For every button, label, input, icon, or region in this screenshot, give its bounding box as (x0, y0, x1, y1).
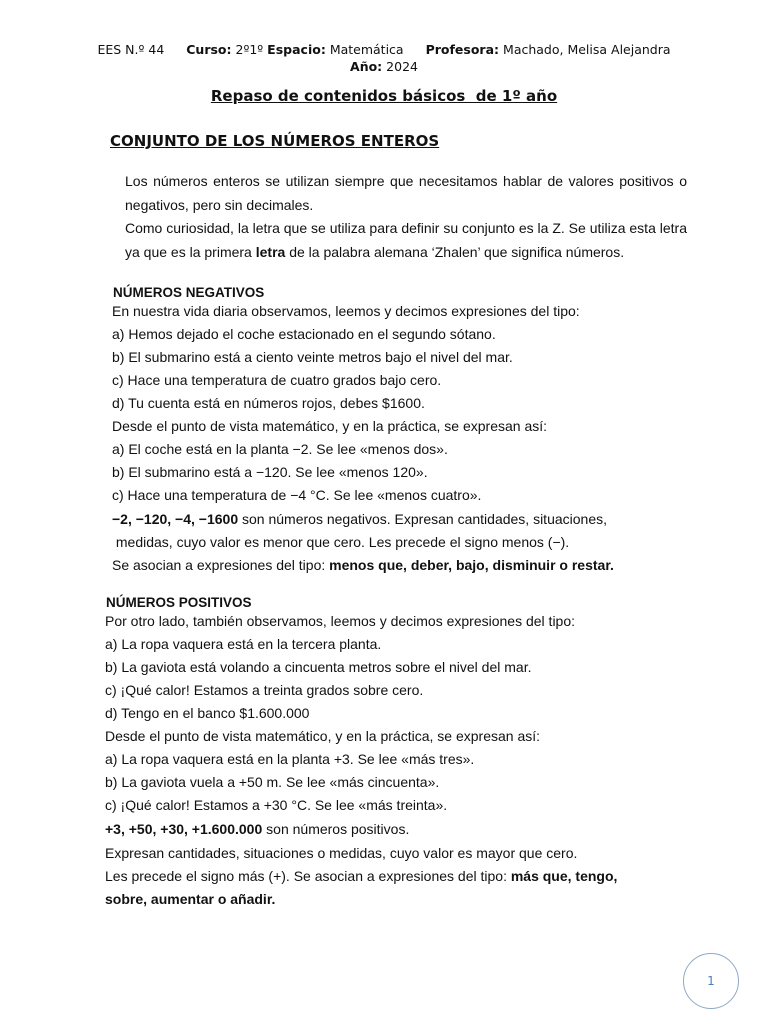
positives-assoc-words: más que, tengo, (510, 868, 618, 884)
intro-text-b: de la palabra alemana ‘Zhalen’ que significa números. (285, 243, 625, 260)
positives-line: d) Tengo en el banco $1.600.000 (105, 705, 310, 721)
positives-line: a) La ropa vaquera está en la tercera planta. (105, 636, 382, 652)
positives-line: c) ¡Qué calor! Estamos a +30 °C. Se lee «más treinta». (105, 797, 448, 813)
positives-association-line (105, 868, 617, 884)
negatives-numbers-line (112, 511, 607, 527)
negatives-line: c) Hace una temperatura de −4 °C. Se lee «menos cuatro». (112, 487, 482, 503)
positives-line: Por otro lado, también observamos, leemos y decimos expresiones del tipo: (105, 613, 576, 629)
negatives-line: Desde el punto de vista matemático, y en la práctica, se expresan así: (112, 418, 548, 434)
document-title: Repaso de contenidos básicos de 1º año (210, 87, 558, 105)
positives-line: b) La gaviota vuela a +50 m. Se lee «más cincuenta». (105, 774, 440, 790)
positives-line: c) ¡Qué calor! Estamos a treinta grados sobre cero. (105, 682, 424, 698)
section-title: CONJUNTO DE LOS NÚMEROS ENTEROS (110, 132, 440, 150)
negatives-heading: NÚMEROS NEGATIVOS (113, 285, 265, 300)
positives-line: b) La gaviota está volando a cincuenta metros sobre el nivel del mar. (105, 659, 532, 675)
subject-label: Espacio: (267, 42, 326, 57)
negatives-numbers-text: son números negativos. Expresan cantidades, situaciones, (238, 511, 608, 527)
positives-measures-line: Expresan cantidades, situaciones o medidas, cuyo valor es mayor que cero. (105, 845, 578, 861)
negatives-line: En nuestra vida diaria observamos, leemos y decimos expresiones del tipo: (112, 303, 580, 319)
positives-association-line-2 (105, 891, 275, 907)
course-label: Curso: (186, 42, 232, 57)
negatives-assoc-prefix: Se asocian a expresiones del tipo: (112, 557, 330, 573)
negatives-line: b) El submarino está a ciento veinte metros bajo el nivel del mar. (112, 349, 513, 365)
negatives-line: a) El coche está en la planta −2. Se lee «menos dos». (112, 441, 448, 457)
intro-text-a: Como curiosidad, la letra que se utiliza para definir su conjunto es la Z. Se utiliza esta letra ya que es la primera (125, 220, 687, 260)
teacher-label: Profesora: (425, 42, 500, 57)
positives-numbers-text: son números positivos. (262, 821, 410, 837)
negatives-association-line (112, 557, 614, 573)
positives-numbers-line (105, 821, 409, 837)
subject-value: Matemática (329, 42, 404, 57)
year-label: Año: (350, 59, 383, 74)
year-value: 2024 (386, 59, 418, 74)
positives-assoc-prefix: Les precede el signo más (+). Se asocian a expresiones del tipo: (105, 868, 511, 884)
header-line (0, 42, 768, 57)
intro-text (125, 170, 687, 264)
header-year-line (0, 59, 768, 74)
intro-paragraph-2 (125, 217, 687, 264)
intro-paragraph-1: Los números enteros se utilizan siempre que necesitamos hablar de valores positivos o negativos, pero sin decimales. (125, 173, 687, 213)
negatives-line: b) El submarino está a −120. Se lee «menos 120». (112, 464, 428, 480)
negative-numbers: −2, −120, −4, −1600 (112, 511, 239, 527)
intro-bold-word: letra (255, 243, 286, 260)
positive-numbers: +3, +50, +30, +1.600.000 (105, 821, 263, 837)
course-value: 2º1º (235, 42, 264, 57)
positives-line: Desde el punto de vista matemático, y en la práctica, se expresan así: (105, 728, 541, 744)
negatives-line: d) Tu cuenta está en números rojos, debes $1600. (112, 395, 425, 411)
positives-heading: NÚMEROS POSITIVOS (106, 595, 252, 610)
positives-assoc-words-2: sobre, aumentar o añadir. (105, 891, 276, 907)
school-name: EES N.º 44 (97, 42, 165, 57)
negatives-line: c) Hace una temperatura de cuatro grados bajo cero. (112, 372, 442, 388)
page-number-badge (683, 953, 739, 1009)
teacher-value: Machado, Melisa Alejandra (503, 42, 671, 57)
negatives-line: a) Hemos dejado el coche estacionado en el segundo sótano. (112, 326, 496, 342)
negatives-measures-line: medidas, cuyo valor es menor que cero. Les precede el signo menos (−). (112, 534, 570, 550)
negatives-assoc-words: menos que, deber, bajo, disminuir o restar. (329, 557, 614, 573)
positives-line: a) La ropa vaquera está en la planta +3. Se lee «más tres». (105, 751, 475, 767)
page-number: 1 (707, 974, 715, 988)
